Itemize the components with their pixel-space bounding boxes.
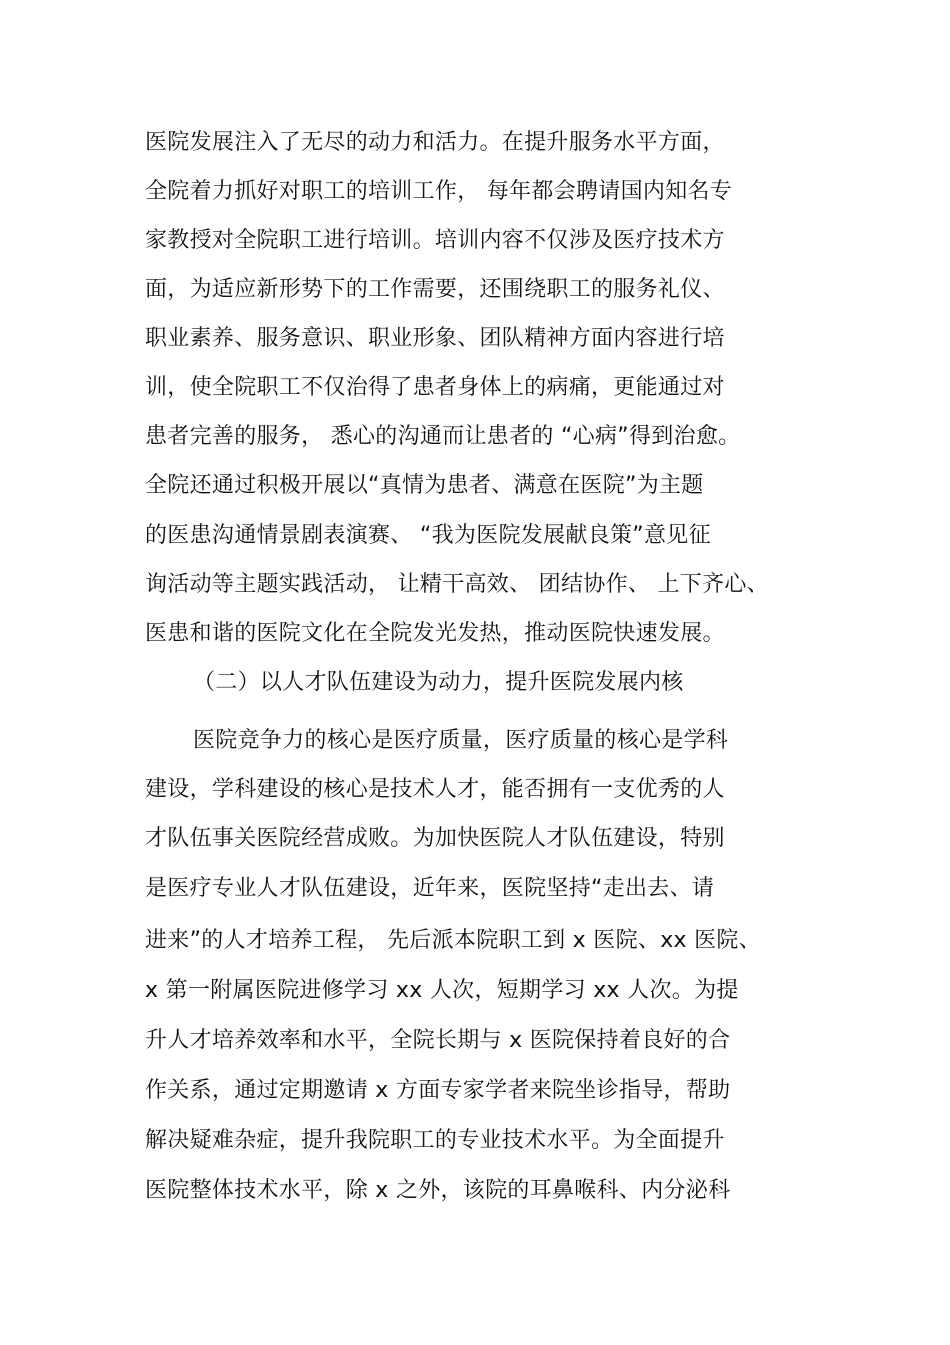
paragraph-line: 询活动等主题实践活动， 让精干高效、 团结协作、 上下齐心、 bbox=[145, 572, 769, 597]
paragraph-line: x 第一附属医院进修学习 xx 人次，短期学习 xx 人次。为提 bbox=[145, 978, 739, 1003]
paragraph-line: 解决疑难杂症，提升我院职工的专业技术水平。为全面提升 bbox=[145, 1128, 725, 1153]
paragraph-line: 医院发展注入了无尽的动力和活力。在提升服务水平方面， bbox=[145, 130, 725, 155]
section-heading: （二）以人才队伍建设为动力，提升医院发展内核 bbox=[193, 670, 684, 695]
paragraph-line: 作关系，通过定期邀请 x 方面专家学者来院坐诊指导，帮助 bbox=[145, 1078, 731, 1103]
paragraph-line: 医院整体技术水平，除 x 之外，该院的耳鼻喉科、内分泌科 bbox=[145, 1178, 731, 1203]
paragraph-line: 职业素养、服务意识、职业形象、团队精神方面内容进行培 bbox=[145, 326, 725, 351]
paragraph-line: 患者完善的服务， 悉心的沟通而让患者的 “心病”得到治愈。 bbox=[145, 424, 741, 449]
paragraph-line: 全院着力抓好对职工的培训工作， 每年都会聘请国内知名专 bbox=[145, 179, 733, 204]
paragraph-line: 医院竞争力的核心是医疗质量，医疗质量的核心是学科 bbox=[193, 728, 729, 753]
paragraph-line: 医患和谐的医院文化在全院发光发热，推动医院快速发展。 bbox=[145, 621, 725, 646]
paragraph-line: 建设，学科建设的核心是技术人才，能否拥有一支优秀的人 bbox=[145, 777, 725, 802]
paragraph-line: 面，为适应新形势下的工作需要，还围绕职工的服务礼仪、 bbox=[145, 277, 725, 302]
paragraph-line: 才队伍事关医院经营成败。为加快医院人才队伍建设，特别 bbox=[145, 826, 725, 851]
paragraph-line: 升人才培养效率和水平，全院长期与 x 医院保持着良好的合 bbox=[145, 1028, 731, 1053]
paragraph-line: 训，使全院职工不仅治得了患者身体上的病痛，更能通过对 bbox=[145, 375, 725, 400]
paragraph-line: 的医患沟通情景剧表演赛、 “我为医院发展献良策”意见征 bbox=[145, 523, 711, 548]
paragraph-line: 全院还通过积极开展以“真情为患者、满意在医院”为主题 bbox=[145, 473, 704, 498]
paragraph-line: 是医疗专业人才队伍建设，近年来，医院坚持“走出去、请 bbox=[145, 876, 715, 901]
paragraph-line: 家教授对全院职工进行培训。培训内容不仅涉及医疗技术方 bbox=[145, 228, 725, 253]
paragraph-line: 进来”的人才培养工程， 先后派本院职工到 x 医院、xx 医院、 bbox=[145, 928, 762, 953]
